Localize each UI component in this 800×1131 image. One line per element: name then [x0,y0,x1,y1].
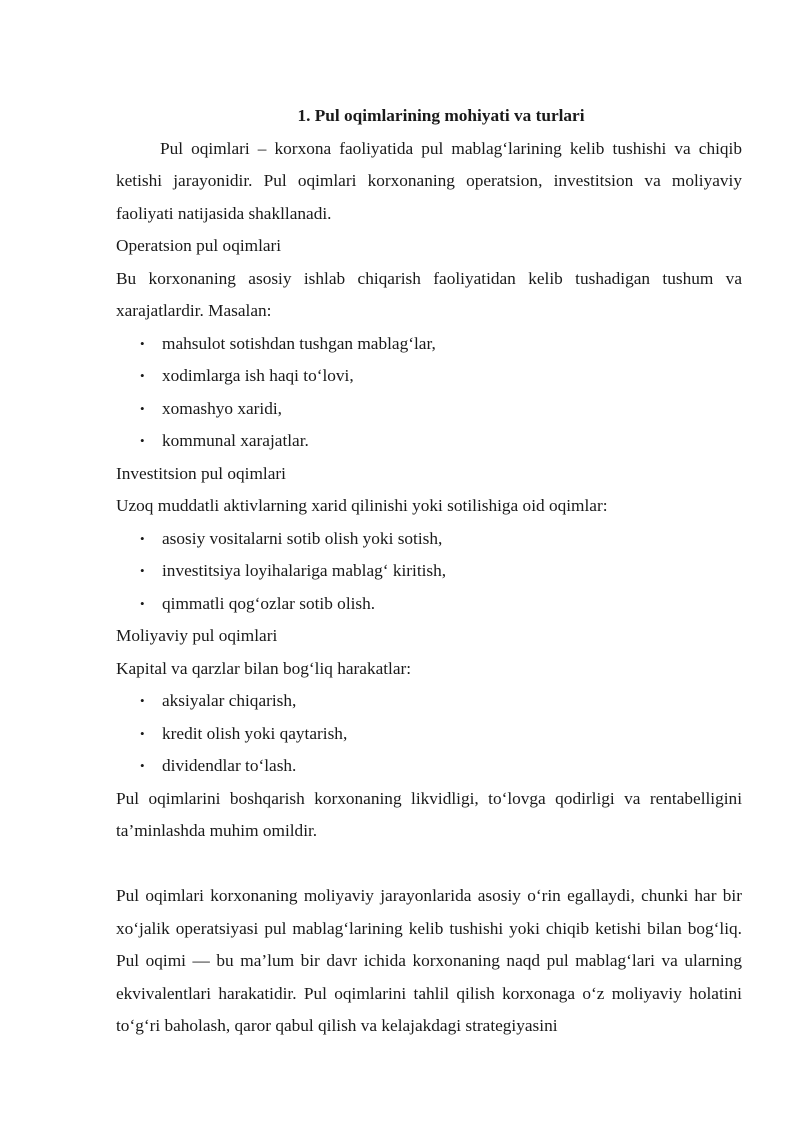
list-item-text: investitsiya loyihalariga mablag‘ kiritish, [162,561,447,580]
list-item [116,393,742,426]
list-item-text: mahsulot sotishdan tushgan mablag‘lar, [162,333,436,353]
list-item-text: kredit olish yoki qaytarish, [162,723,348,743]
bullet-icon: • [140,595,145,611]
section-heading-operatsion: Operatsion pul oqimlari [116,236,282,255]
bullet-list-investitsion [116,523,742,621]
document-title: 1. Pul oqimlarining mohiyati va turlari [297,106,585,125]
list-item-text: xodimlarga ish haqi to‘lovi, [162,366,354,385]
paragraph-spacer [116,848,742,881]
section-description-moliyaviy: Kapital va qarzlar bilan bog‘liq harakatlar: [116,658,412,678]
list-item [116,360,742,393]
list-item-text: xomashyo xaridi, [162,398,282,418]
list-item [116,555,742,588]
bullet-icon: • [140,335,145,351]
list-item-text: aksiyalar chiqarish, [162,691,297,710]
bullet-list-moliyaviy [116,685,742,783]
bullet-icon: • [140,725,145,741]
section-heading-investitsion: Investitsion pul oqimlari [116,463,286,483]
list-item [116,588,742,621]
document-page [116,100,742,1043]
bullet-icon: • [140,563,145,578]
list-item-text: qimmatli qog‘ozlar sotib olish. [162,593,376,613]
section-description-investitsion: Uzoq muddatli aktivlarning xarid qilinishi yoki sotilishiga oid oqimlar: [116,496,608,515]
bullet-icon: • [140,433,145,448]
list-item-text: dividendlar to‘lash. [162,756,297,775]
bullet-list-operatsion [116,328,742,458]
conclusion-paragraph: Pul oqimlarini boshqarish korxonaning likvidligi, to‘lovga qodirligi va rentabelligini ta’minlashda muhim omildir. [116,788,742,840]
list-item-text: asosiy vositalarni sotib olish yoki sotish, [162,528,443,548]
intro-paragraph: Pul oqimlari – korxona faoliyatida pul mablag‘larining kelib tushishi va chiqib ketishi jarayonidir. Pul oqimlari korxonaning operatsion, investitsion va moliyaviy faoliyati natijasida shakllanadi. [116,138,742,223]
closing-paragraph: Pul oqimlari korxonaning moliyaviy jarayonlarida asosiy o‘rin egallaydi, chunki har bir xo‘jalik operatsiyasi pul mablag‘larining kelib tushishi yoki chiqib ketishi bilan bog‘liq. Pul oqimi — bu ma’lum bir davr ichida korxonaning naqd pul mablag‘lari va ularning ekvivalentlari harakatidir. Pul oqimlarini tahlil qilish korxonaga o‘z moliyaviy holatini to‘g‘ri baholash, qaror qabul qilish va kelajakdagi strategiyasini [116,886,742,1035]
bullet-icon: • [140,530,145,546]
section-heading-moliyaviy: Moliyaviy pul oqimlari [116,626,278,645]
bullet-icon: • [140,693,145,708]
bullet-icon: • [140,758,145,773]
bullet-icon: • [140,400,145,416]
section-description-operatsion: Bu korxonaning asosiy ishlab chiqarish faoliyatidan kelib tushadigan tushum va xarajatlardir. Masalan: [116,268,742,320]
list-item [116,523,742,556]
list-item [116,425,742,458]
list-item [116,750,742,783]
bullet-icon: • [140,368,145,383]
list-item [116,718,742,751]
list-item [116,685,742,718]
list-item [116,328,742,361]
list-item-text: kommunal xarajatlar. [162,431,309,450]
